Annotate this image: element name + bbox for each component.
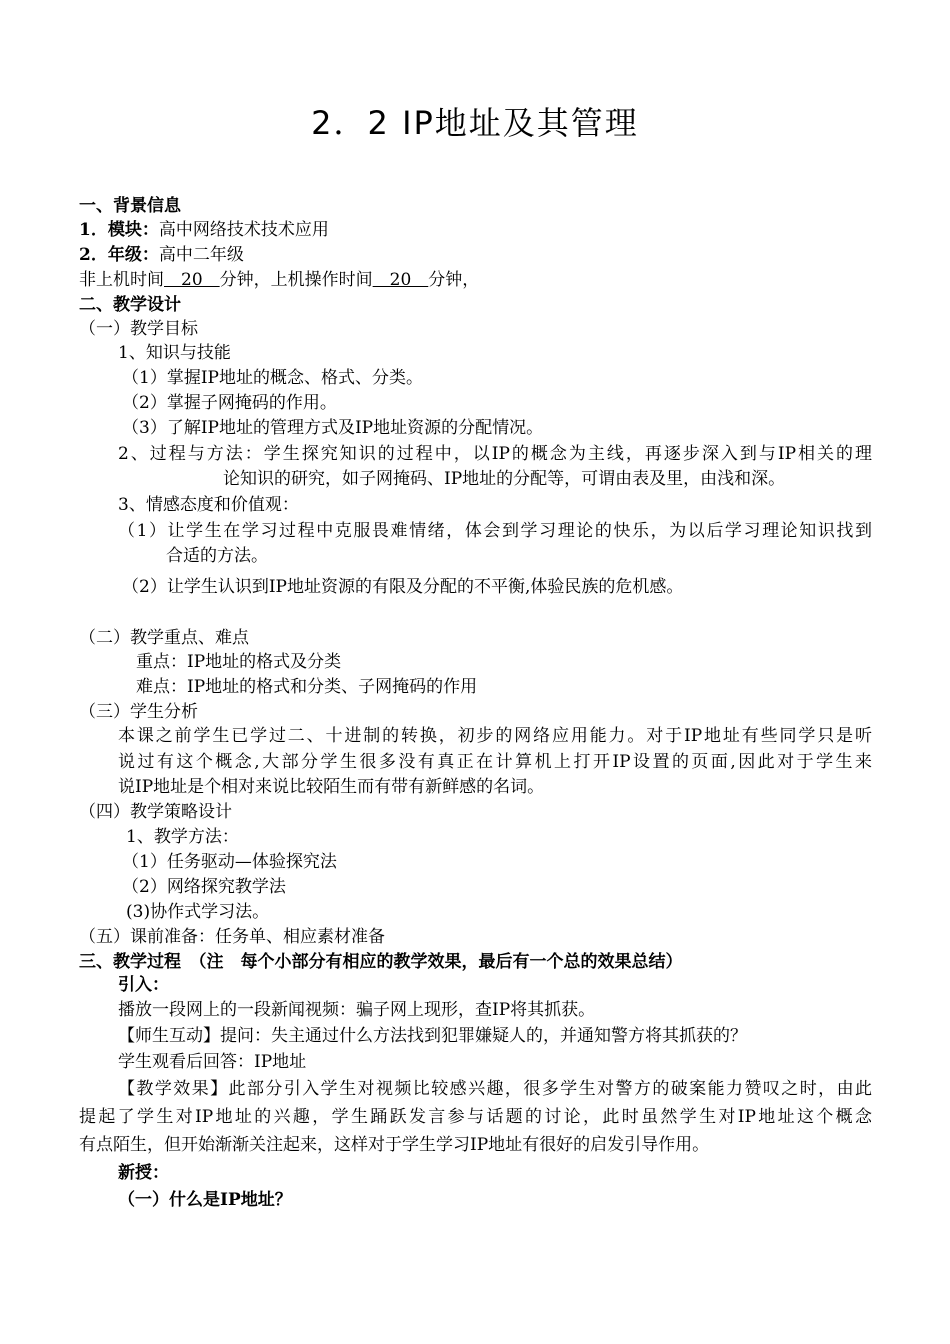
key-point: 重点：IP地址的格式及分类: [136, 652, 342, 672]
method-heading: 1、教学方法：: [126, 827, 239, 847]
goal-knowledge-2: （2）掌握子网掩码的作用。: [122, 393, 337, 413]
intro-paragraph-1: 播放一段网上的一段新闻视频：骗子网上现形，查IP将其抓获。: [118, 1000, 596, 1020]
new-lesson-heading: 新授：: [118, 1163, 169, 1183]
page-title: 2．2 IP地址及其管理: [311, 104, 639, 142]
goal-attitude-2: （2）让学生认识到IP地址资源的有限及分配的不平衡,体验民族的危机感。: [122, 577, 684, 597]
goal-knowledge-heading: 1、知识与技能: [118, 343, 231, 363]
subheading-strategy: （四）教学策略设计: [79, 802, 232, 822]
analysis-line-1: 本课之前学生已学过二、十进制的转换，初步的网络应用能力。对于IP地址有些同学只是听: [118, 726, 872, 746]
section-heading-process: 三、教学过程 （注 每个小部分有相应的教学效果，最后有一个总的效果总结）: [79, 952, 683, 972]
analysis-line-2: 说过有这个概念,大部分学生很多没有真正在计算机上打开IP设置的页面,因此对于学生来: [118, 752, 872, 772]
goal-knowledge-3: （3）了解IP地址的管理方式及IP地址资源的分配情况。: [122, 418, 544, 438]
goal-attitude-1-line-2: 合适的方法。: [166, 546, 268, 566]
goal-attitude-heading: 3、情感态度和价值观：: [118, 495, 299, 515]
section-heading-background: 一、背景信息: [79, 196, 181, 216]
effect-line-2: 提起了学生对IP地址的兴趣，学生踊跃发言参与话题的讨论，此时虽然学生对IP地址这个概念: [79, 1107, 872, 1127]
module-line: [79, 219, 329, 241]
goal-knowledge-1: （1）掌握IP地址的概念、格式、分类。: [122, 368, 423, 388]
intro-heading: 引入：: [118, 975, 169, 995]
method-1: （1）任务驱动—体验探究法: [122, 852, 337, 872]
effect-line-3: 有点陌生，但开始渐渐关注起来，这样对于学生学习IP地址有很好的启发引导作用。: [79, 1135, 710, 1155]
intro-paragraph-3: 学生观看后回答：IP地址: [118, 1052, 307, 1072]
question-what-is-ip: （一）什么是IP地址？: [118, 1190, 292, 1210]
grade-line: [79, 244, 244, 266]
subheading-preparation: （五）课前准备：任务单、相应素材准备: [79, 927, 385, 947]
method-3: (3)协作式学习法。: [126, 902, 270, 922]
time-online-label: 分钟，上机操作时间: [219, 270, 373, 290]
subheading-goals: （一）教学目标: [79, 319, 198, 339]
grade-label: 2．年级：: [79, 245, 159, 265]
method-2: （2）网络探究教学法: [122, 877, 286, 897]
grade-value: 高中二年级: [158, 245, 244, 265]
subheading-key-points: （二）教学重点、难点: [79, 628, 249, 648]
effect-line-1: 【教学效果】此部分引入学生对视频比较感兴趣，很多学生对警方的破案能力赞叹之时，由此: [118, 1079, 872, 1099]
time-offline-label: 非上机时间: [79, 270, 164, 290]
section-heading-design: 二、教学设计: [79, 295, 181, 315]
module-label: 1．模块：: [79, 220, 159, 240]
goal-process-line-1: 2、过程与方法：学生探究知识的过程中，以IP的概念为主线，再逐步深入到与IP相关的理: [118, 444, 872, 464]
time-line: [79, 269, 479, 291]
time-unit: 分钟，: [428, 270, 480, 290]
goal-process-line-2: 论知识的研究，如子网掩码、IP地址的分配等，可谓由表及里，由浅和深。: [223, 469, 786, 489]
time-offline-value: 20: [164, 270, 220, 290]
analysis-line-3: 说IP地址是个相对来说比较陌生而有带有新鲜感的名词。: [118, 777, 545, 797]
goal-attitude-1-line-1: （1）让学生在学习过程中克服畏难情绪，体会到学习理论的快乐，为以后学习理论知识找到: [118, 521, 872, 541]
subheading-student-analysis: （三）学生分析: [79, 702, 198, 722]
difficult-point: 难点：IP地址的格式和分类、子网掩码的作用: [136, 677, 478, 697]
intro-paragraph-2: 【师生互动】提问：失主通过什么方法找到犯罪嫌疑人的，并通知警方将其抓获的？: [118, 1026, 747, 1046]
time-online-value: 20: [372, 270, 429, 290]
module-value: 高中网络技术技术应用: [158, 220, 329, 240]
